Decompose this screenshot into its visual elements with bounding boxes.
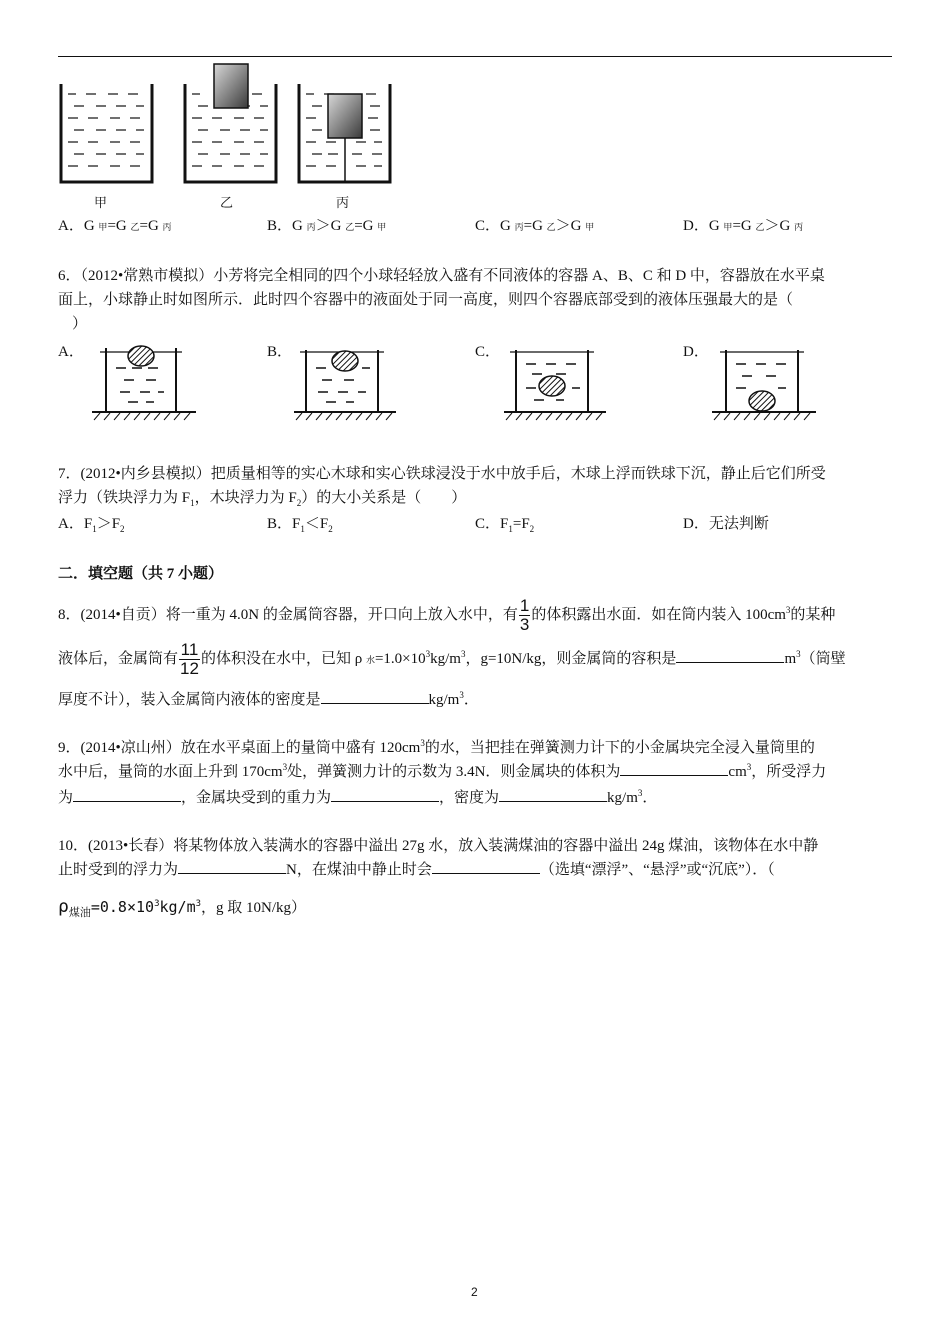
q9-line-2: 水中后，量筒的水面上升到 $170cm^3$处，弹簧测力计的示数为 3.4N．则金属块的体积为 $cm^3$，所受浮力 (58, 762, 827, 780)
q9-blank-weight[interactable] (331, 787, 439, 802)
q10-line-3: $\rho_{煤油}=0.8\times 10^3kg/m^3$，g 取 10N/kg） (58, 896, 307, 919)
q7-line-1: 7．(2012•内乡县模拟）把质量相等的实心木球和实心铁球浸没于水中放手后，木球上浮而铁球下沉，静止后它们所受 (58, 466, 826, 482)
q6-figure-b (294, 350, 396, 420)
q9-blank-buoyancy[interactable] (73, 787, 181, 802)
container-jia (61, 84, 152, 182)
q7-option-b: B．$F_1<F_2$ (267, 516, 333, 534)
q9-line-3: 为 ，金属块受到的重力为 ，密度为 $kg/m^3$． (58, 788, 658, 806)
q9-line-1: 9．(2014•凉山州）放在水平桌面上的量筒中盛有 $120cm^3$的水，当把挂在弹簧测力计下的小金属块完全浸入量筒里的 (58, 738, 815, 756)
q10-blank-buoyancy[interactable] (178, 859, 286, 874)
page-number: 2 (471, 1285, 478, 1299)
q5-option-a: A．G 甲=G 乙=G 丙 (58, 218, 172, 234)
q6-figure-a (92, 346, 196, 420)
figure-label-bing: 丙 (336, 195, 350, 210)
q6-line-3: ） (72, 316, 88, 332)
section-2-title: 二．填空题（共 7 小题） (58, 566, 224, 582)
q10-line-2: 止时受到的浮力为 N，在煤油中静止时会 （选填“漂浮”、“悬浮”或“沉底”）．（ (58, 858, 775, 882)
figure-label-jia: 甲 (94, 195, 108, 210)
q8-line-1: 8．(2014•自贡）将一重为 4.0N 的金属筒容器，开口向上放入水中，有 $\frac{1}{3}$ 的体积露出水面．如在筒内装入 $100cm^3$的某种 (58, 596, 836, 635)
q6-option-b-label: B． (267, 344, 293, 360)
q6-line-1: 6．（2012•常熟市模拟）小芳将完全相同的四个小球轻轻放入盛有不同液体的容器 A、B、C 和 D 中，容器放在水平桌 (58, 268, 825, 284)
q5-figure (56, 60, 396, 210)
header-rule (58, 56, 892, 57)
q6-figure-c (504, 350, 606, 420)
q9-blank-density[interactable] (499, 787, 607, 802)
q6-option-c-label: C． (475, 344, 501, 360)
q9-blank-volume[interactable] (620, 761, 728, 776)
q8-fraction-2: $\frac{11}{12}$ (180, 640, 199, 679)
q7-option-a: A．$F_1>F_2$ (58, 516, 125, 534)
q5-option-c: C．G 丙=G 乙＞G 甲 (475, 218, 595, 234)
q7-option-c: C．$F_1=F_2$ (475, 516, 535, 534)
container-yi (185, 64, 276, 182)
q7-line-2: 浮力（铁块浮力为 $F_1$，木块浮力为 $F_2$）的大小关系是（ ） (58, 490, 467, 508)
q5-option-d: D．G 甲=G 乙＞G 丙 (683, 218, 804, 234)
q5-option-b: B．G 丙＞G 乙=G 甲 (267, 218, 387, 234)
q8-fraction-1: $\frac{1}{3}$ (519, 596, 530, 635)
q8-blank-density[interactable] (321, 689, 429, 704)
q6-figure-d (712, 350, 816, 420)
q6-figures (0, 340, 950, 430)
q8-line-3: 厚度不计），装入金属筒内液体的密度是 $kg/m^3$． (58, 690, 479, 708)
q10-blank-state[interactable] (432, 859, 540, 874)
q7-option-d: D．无法判断 (683, 516, 769, 532)
q10-line-1: 10．(2013•长春）将某物体放入装满水的容器中溢出 27g 水，放入装满煤油的容器中溢出 24g 煤油，该物体在水中静 (58, 838, 819, 854)
q6-option-d-label: D． (683, 344, 709, 360)
container-bing (299, 84, 390, 182)
figure-label-yi: 乙 (220, 195, 234, 210)
q8-line-2: 液体后，金属筒有 $\frac{11}{12}$ 的体积没在水中，已知 ρ 水$=1.0\times 10^3kg/m^3$，g=10N/kg，则金属筒的容积是 $m^3$（筒壁 (58, 640, 846, 679)
q6-option-a-label: A． (58, 344, 84, 360)
q6-line-2: 面上，小球静止时如图所示．此时四个容器中的液面处于同一高度，则四个容器底部受到的液体压强最大的是（ (58, 292, 794, 308)
q8-blank-volume[interactable] (676, 648, 784, 663)
